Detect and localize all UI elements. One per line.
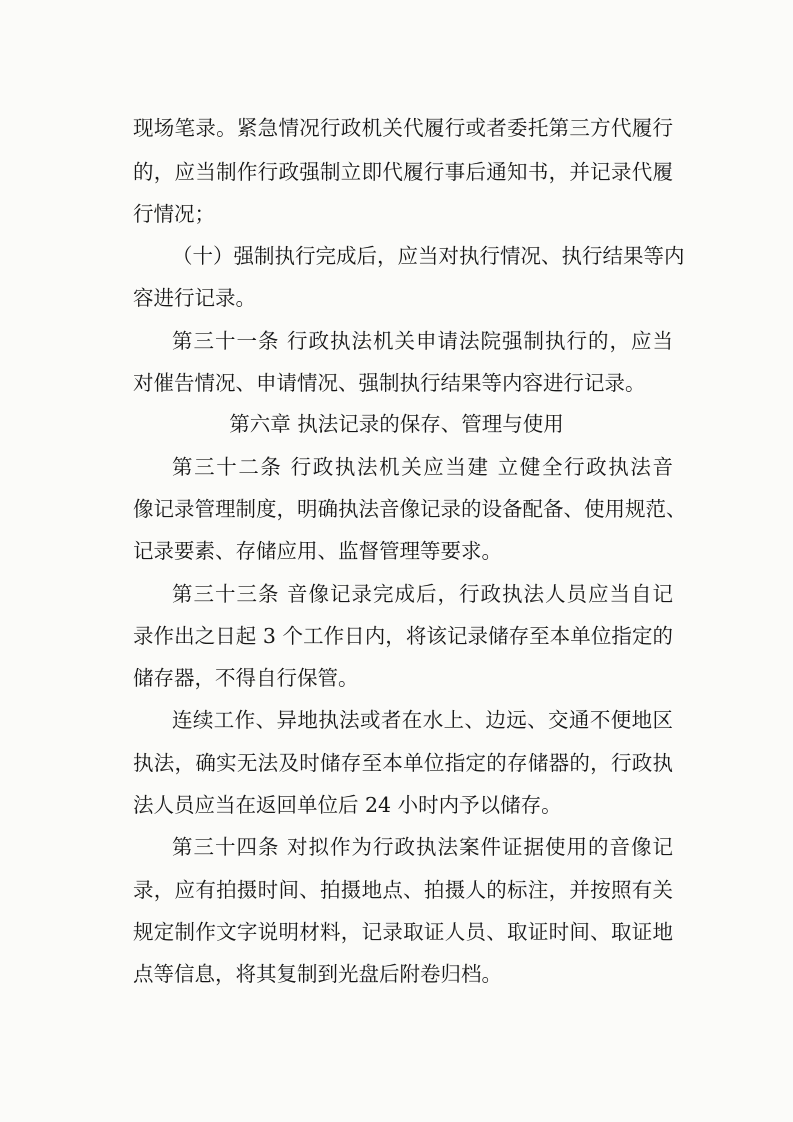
chapter-heading-text: 第六章 执法记录的保存、管理与使用 <box>229 412 564 436</box>
paragraph-1-line-2: 的，应当制作行政强制立即代履行事后通知书，并记录代履 <box>133 160 673 184</box>
paragraph-1-line-3: 行情况； <box>133 202 215 226</box>
storage-paragraph-line-3: 法人员应当在返回单位后 24 小时内予以储存。 <box>133 793 562 817</box>
paragraph-2-line-1: （十）强制执行完成后，应当对执行情况、执行结果等内 <box>172 244 685 268</box>
article-33-line-1: 第三十三条 音像记录完成后，行政执法人员应当自记 <box>172 582 673 606</box>
article-32-line-1: 第三十二条 行政执法机关应当建 立健全行政执法音 <box>172 455 673 479</box>
article-33-line-2: 录作出之日起 3 个工作日内，将该记录储存至本单位指定的 <box>133 624 673 648</box>
article-32-line-3: 记录要素、存储应用、监督管理等要求。 <box>133 539 502 563</box>
article-34-line-1: 第三十四条 对拟作为行政执法案件证据使用的音像记 <box>172 835 673 859</box>
chapter-heading <box>0 410 793 438</box>
article-34-line-2: 录，应有拍摄时间、拍摄地点、拍摄人的标注，并按照有关 <box>133 878 673 902</box>
article-33-line-3: 储存器，不得自行保管。 <box>133 666 359 690</box>
article-32-line-2: 像记录管理制度，明确执法音像记录的设备配备、使用规范、 <box>133 497 687 521</box>
paragraph-1-line-1: 现场笔录。紧急情况行政机关代履行或者委托第三方代履行 <box>133 116 673 140</box>
article-31-line-1: 第三十一条 行政执法机关申请法院强制执行的，应当 <box>172 329 673 353</box>
paragraph-2-line-2: 容进行记录。 <box>133 286 256 310</box>
storage-paragraph-line-1: 连续工作、异地执法或者在水上、边远、交通不便地区 <box>172 708 673 732</box>
storage-paragraph-line-2: 执法，确实无法及时储存至本单位指定的存储器的，行政执 <box>133 751 673 775</box>
article-31-line-2: 对催告情况、申请情况、强制执行结果等内容进行记录。 <box>133 371 646 395</box>
article-34-line-3: 规定制作文字说明材料，记录取证人员、取证时间、取证地 <box>133 920 673 944</box>
article-34-line-4: 点等信息，将其复制到光盘后附卷归档。 <box>133 962 502 986</box>
